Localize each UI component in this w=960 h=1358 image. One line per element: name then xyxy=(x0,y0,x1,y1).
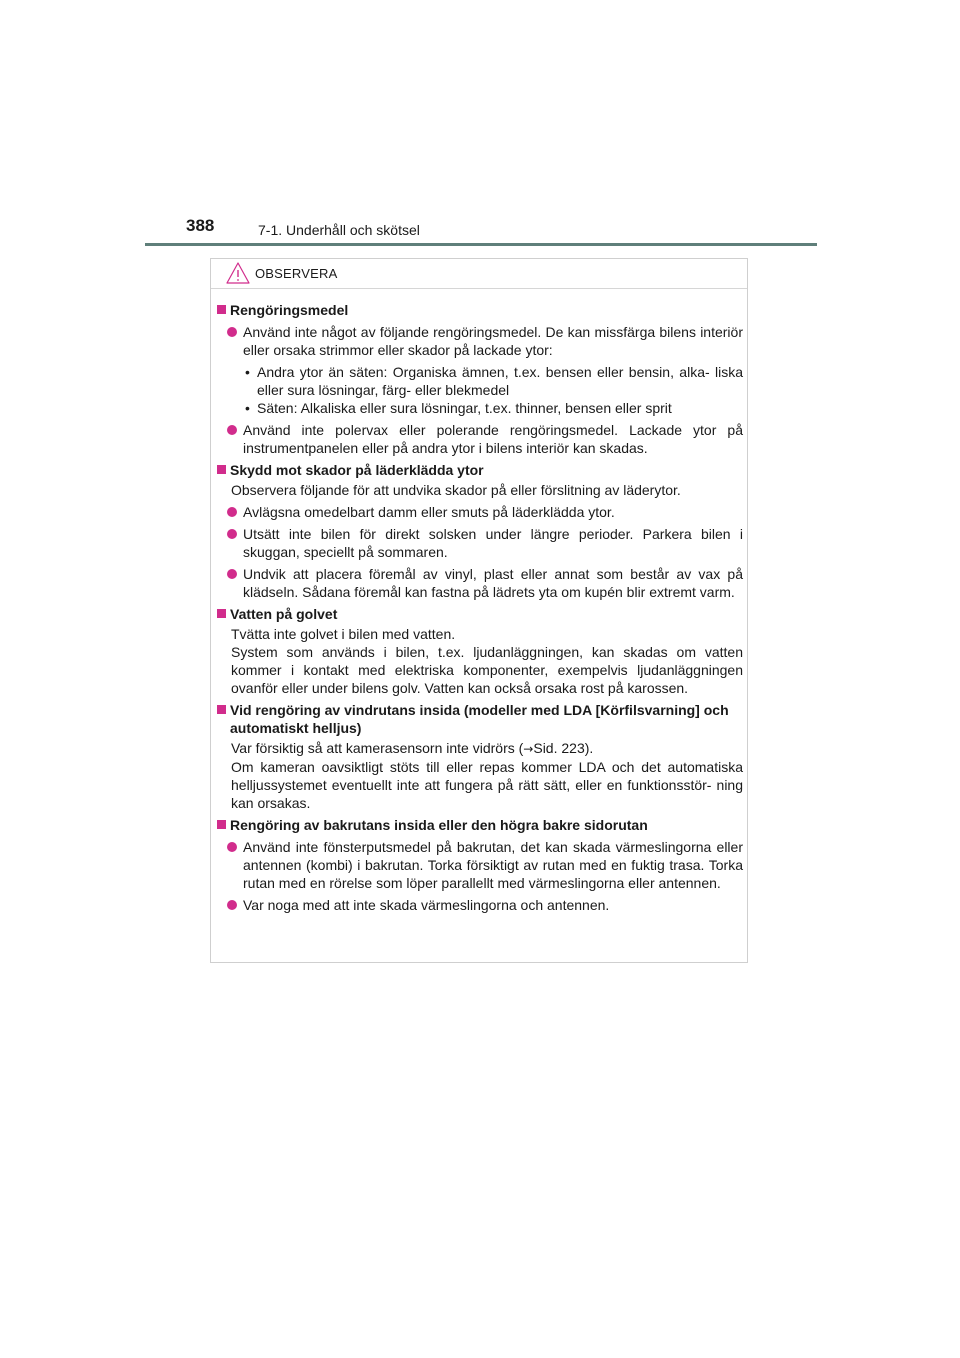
list-item: Avlägsna omedelbart damm eller smuts på läderklädda ytor. xyxy=(217,503,743,521)
list-item: Använd inte polervax eller polerande rengöringsmedel. Lackade ytor på instrumentpanelen eller på andra ytor i bilens interiör kan skadas. xyxy=(217,421,743,457)
notice-header xyxy=(211,259,747,289)
section-title: 7-1. Underhåll och skötsel xyxy=(258,222,420,238)
square-bullet-icon xyxy=(217,820,226,829)
square-bullet-icon xyxy=(217,609,226,618)
list-item: Undvik att placera föremål av vinyl, plast eller annat som består av vax på klädseln. Sådana föremål kan fastna på lädrets yta om kupén blir extremt varm. xyxy=(217,565,743,601)
square-bullet-icon xyxy=(217,705,226,714)
section-heading: Vatten på golvet xyxy=(217,605,743,623)
circle-bullet-icon xyxy=(227,529,237,539)
section-heading: Rengöringsmedel xyxy=(217,301,743,319)
small-bullet-icon: • xyxy=(245,400,250,416)
list-item: Var noga med att inte skada värmeslingorna och antennen. xyxy=(217,896,743,914)
notice-box xyxy=(210,258,748,963)
page-reference-link[interactable]: Sid. 223). xyxy=(533,740,594,756)
arrow-icon: → xyxy=(523,742,534,756)
list-item: Använd inte något av följande rengöringsmedel. De kan missfärga bilens interiör eller orsaka strimmor eller skador på lackade ytor: xyxy=(217,323,743,359)
circle-bullet-icon xyxy=(227,842,237,852)
list-item: Utsätt inte bilen för direkt solsken under längre perioder. Parkera bilen i skuggan, speciellt på sommaren. xyxy=(217,525,743,561)
square-bullet-icon xyxy=(217,465,226,474)
notice-content xyxy=(217,301,743,914)
header-rule xyxy=(145,243,817,246)
circle-bullet-icon xyxy=(227,425,237,435)
circle-bullet-icon xyxy=(227,900,237,910)
circle-bullet-icon xyxy=(227,569,237,579)
section-heading: Rengöring av bakrutans insida eller den högra bakre sidorutan xyxy=(217,816,743,834)
square-bullet-icon xyxy=(217,305,226,314)
section-heading: Skydd mot skador på läderklädda ytor xyxy=(217,461,743,479)
circle-bullet-icon xyxy=(227,327,237,337)
sub-list-item: • Andra ytor än säten: Organiska ämnen, t.ex. bensen eller bensin, alka- liska eller sura lösningar, färg- eller blekmedel xyxy=(245,364,743,398)
paragraph: Observera följande för att undvika skador på eller förslitning av läderytor. xyxy=(231,482,681,498)
list-item: Använd inte fönsterputsmedel på bakrutan, det kan skada värmeslingorna eller antennen (kombi) i bakrutan. Torka försiktigt av rutan med en fuktig trasa. Torka rutan med en rörelse som löper parallellt med värmeslingorna eller antennen. xyxy=(217,838,743,892)
circle-bullet-icon xyxy=(227,507,237,517)
page-number: 388 xyxy=(186,216,215,235)
section-heading: Vid rengöring av vindrutans insida (modeller med LDA [Körfilsvarning] och automatiskt helljus) xyxy=(217,701,743,737)
warning-triangle-icon xyxy=(225,261,251,285)
paragraph: Var försiktig så att kamerasensorn inte vidrörs (→Sid. 223). xyxy=(231,740,594,756)
paragraph: Tvätta inte golvet i bilen med vatten. xyxy=(231,626,456,642)
small-bullet-icon: • xyxy=(245,364,250,380)
paragraph: System som används i bilen, t.ex. ljudanläggningen, kan skadas om vatten kommer i kontakt med elektriska komponenter, exempelvis ljudanläggningen ovanför eller under bilens golv. Vatten kan också orsaka rost på karossen. xyxy=(231,644,743,696)
paragraph: Om kameran oavsiktligt stöts till eller repas kommer LDA och det automatiska helljussystemet eventuellt inte att fungera på rätt sätt, eller en funktionsstör- ning kan orsakas. xyxy=(231,759,743,811)
notice-label: OBSERVERA xyxy=(255,266,338,281)
sub-list-item: • Säten: Alkaliska eller sura lösningar, t.ex. thinner, bensen eller sprit xyxy=(245,400,672,416)
